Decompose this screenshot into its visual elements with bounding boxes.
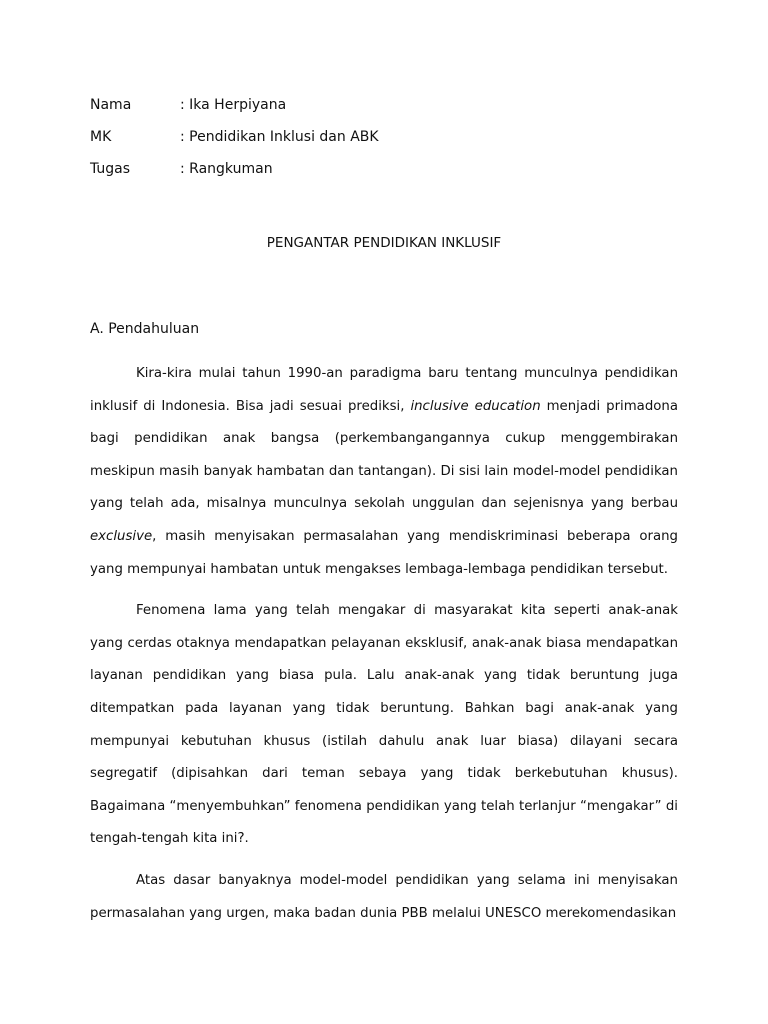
document-body	[90, 358, 678, 939]
paragraph-1	[90, 358, 678, 586]
paragraph-2: Fenomena lama yang telah mengakar di masyarakat kita seperti anak-anak yang cerdas otaknya mendapatkan pelayanan eksklusif, anak-anak biasa mendapatkan layanan pendidikan yang biasa pula. Lalu anak-anak yang tidak beruntung juga ditempatkan pada layanan yang tidak beruntung. Bahkan bagi anak-anak yang mempunyai kebutuhan khusus (istilah dahulu anak luar biasa) dilayani secara segregatif (dipisahkan dari teman sebaya yang tidak berkebutuhan khusus). Bagaimana “menyembuhkan” fenomena pendidikan yang telah terlanjur “mengakar” di tengah-tengah kita ini?.	[90, 603, 678, 847]
document-title: PENGANTAR PENDIDIKAN INKLUSIF	[266, 235, 502, 251]
info-value: : Ika Herpiyana	[180, 97, 287, 113]
info-label: Nama	[90, 97, 132, 113]
emphasis-text: inclusive education	[410, 398, 541, 414]
paragraph-text: menjadi primadona bagi pendidikan anak bangsa (perkembangangannya cukup menggembirakan meskipun masih banyak hambatan dan tantangan). Di sisi lain model-model pendidikan yang telah ada, misalnya munculnya sekolah unggulan dan sejenisnya yang berbau	[90, 398, 678, 512]
info-value: : Rangkuman	[180, 161, 273, 177]
paragraph-text: Kira-kira mulai tahun 1990-an paradigma baru tentang munculnya pendidikan inklusif di Indonesia. Bisa jadi sesuai prediksi,	[90, 366, 678, 414]
emphasis-text: exclusive	[90, 528, 153, 544]
info-label: MK	[90, 129, 112, 145]
info-value: : Pendidikan Inklusi dan ABK	[180, 129, 379, 145]
info-label: Tugas	[90, 161, 131, 177]
section-heading: A. Pendahuluan	[90, 321, 200, 337]
paragraph-3: Atas dasar banyaknya model-model pendidikan yang selama ini menyisakan permasalahan yang urgen, maka badan dunia PBB melalui UNESCO merekomendasikan	[90, 872, 678, 921]
paragraph-text: , masih menyisakan permasalahan yang mendiskriminasi beberapa orang yang mempunyai hambatan untuk mengakses lembaga-lembaga pendidikan tersebut.	[90, 528, 678, 577]
